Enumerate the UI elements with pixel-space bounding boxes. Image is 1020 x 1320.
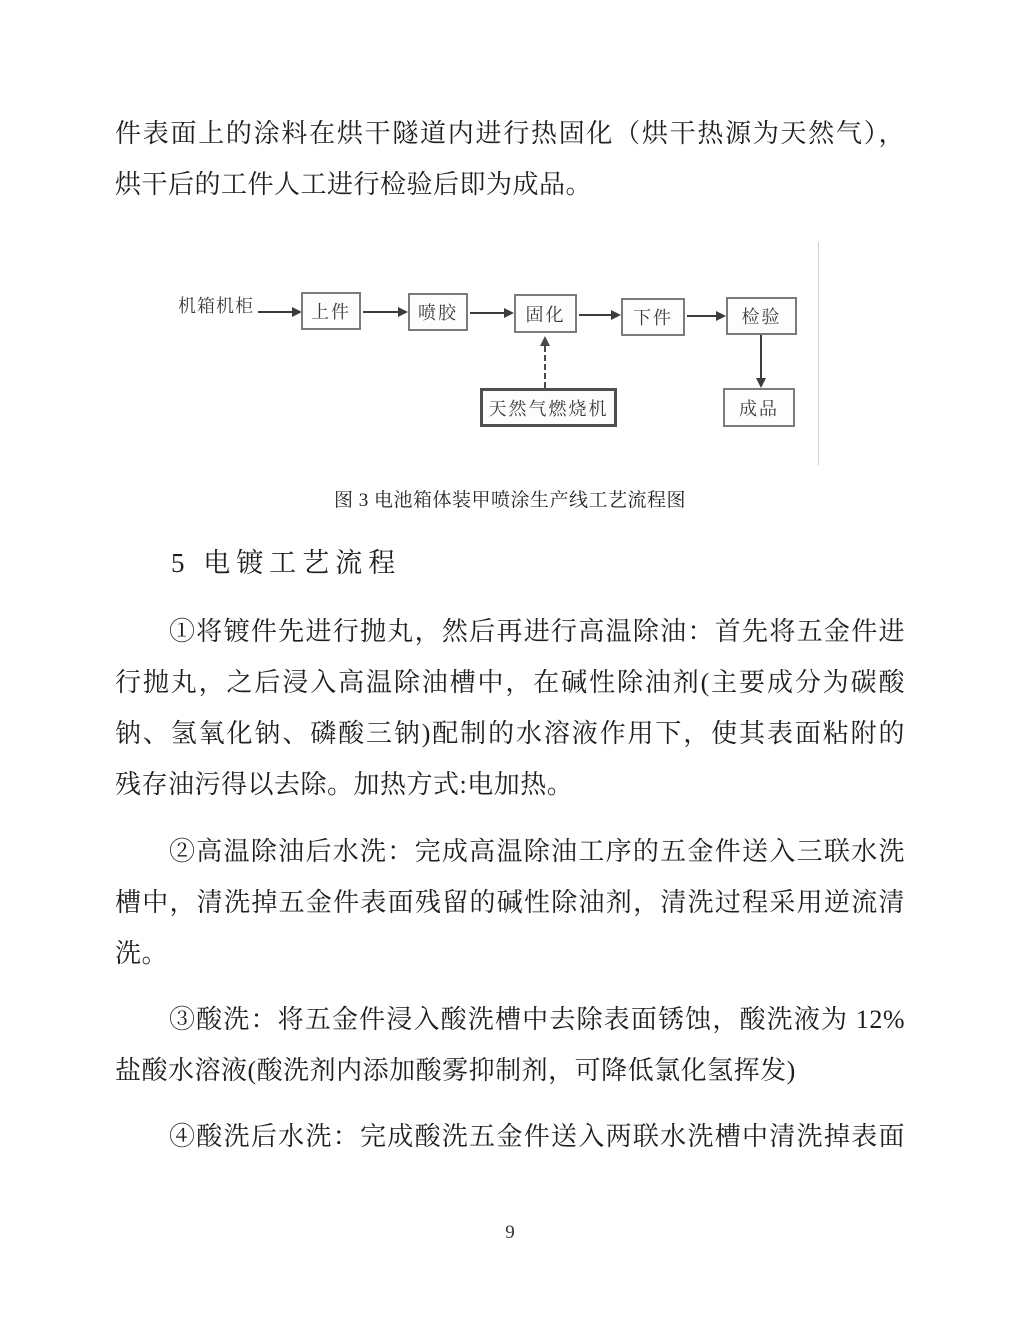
text-line: ③酸洗：将五金件浸入酸洗槽中去除表面锈蚀，酸洗液为 12% bbox=[169, 1005, 905, 1034]
flowchart-node-guhua: 固化 bbox=[514, 294, 577, 333]
text-line: ②高温除油后水洗：完成高温除油工序的五金件送入三联水洗 bbox=[169, 837, 905, 866]
dashed-arrow-line bbox=[544, 346, 546, 388]
arrow-line bbox=[470, 312, 504, 314]
flowchart-figure bbox=[150, 242, 830, 465]
flowchart-node-jianyan: 检验 bbox=[726, 297, 797, 335]
text-line: 残存油污得以去除。加热方式:电加热。 bbox=[115, 770, 574, 799]
scan-artifact-line bbox=[818, 242, 819, 465]
flowchart-node-shangjian: 上件 bbox=[301, 292, 361, 330]
text-line: 件表面上的涂料在烘干隧道内进行热固化（烘干热源为天然气）， bbox=[115, 119, 905, 148]
paragraph-3 bbox=[115, 994, 905, 1096]
text-line: ①将镀件先进行抛丸，然后再进行高温除油：首先将五金件进 bbox=[169, 617, 905, 646]
page-number: 9 bbox=[505, 1222, 515, 1243]
flowchart-node-penjiao: 喷胶 bbox=[408, 293, 468, 331]
flowchart-node-xiajian: 下件 bbox=[621, 298, 685, 336]
text-line: 槽中，清洗掉五金件表面残留的碱性除油剂，清洗过程采用逆流清 bbox=[115, 888, 905, 917]
text-line: 行抛丸，之后浸入高温除油槽中，在碱性除油剂(主要成分为碳酸 bbox=[115, 668, 905, 697]
arrowhead-right-icon bbox=[398, 307, 408, 317]
figure-caption: 图 3 电池箱体装甲喷涂生产线工艺流程图 bbox=[333, 490, 686, 511]
intro-paragraph bbox=[115, 108, 905, 210]
arrowhead-right-icon bbox=[716, 311, 726, 321]
text-line: 盐酸水溶液(酸洗剂内添加酸雾抑制剂，可降低氯化氢挥发) bbox=[115, 1056, 796, 1085]
paragraph-4 bbox=[115, 1111, 905, 1162]
arrowhead-right-icon bbox=[611, 310, 621, 320]
arrow-line bbox=[258, 311, 292, 313]
arrow-line bbox=[363, 311, 398, 313]
paragraph-2 bbox=[115, 826, 905, 979]
text-line: ④酸洗后水洗：完成酸洗五金件送入两联水洗槽中清洗掉表面 bbox=[169, 1122, 905, 1151]
arrowhead-down-icon bbox=[756, 378, 766, 388]
text-line: 钠、氢氧化钠、磷酸三钠)配制的水溶液作用下，使其表面粘附的 bbox=[115, 719, 905, 748]
paragraph-1 bbox=[115, 606, 905, 810]
flowchart-node-chengpin: 成品 bbox=[723, 388, 795, 427]
arrowhead-up-icon bbox=[540, 336, 550, 346]
text-line: 烘干后的工件人工进行检验后即为成品。 bbox=[115, 170, 593, 199]
section-heading: 5 电镀工艺流程 bbox=[171, 548, 402, 578]
arrowhead-right-icon bbox=[504, 308, 514, 318]
arrow-line bbox=[760, 335, 762, 379]
flowchart-node-burner: 天然气燃烧机 bbox=[480, 388, 617, 427]
arrow-line bbox=[579, 314, 611, 316]
text-line: 洗。 bbox=[115, 939, 169, 968]
arrow-line bbox=[687, 315, 716, 317]
flowchart-source-label: 机箱机柜 bbox=[178, 296, 254, 316]
